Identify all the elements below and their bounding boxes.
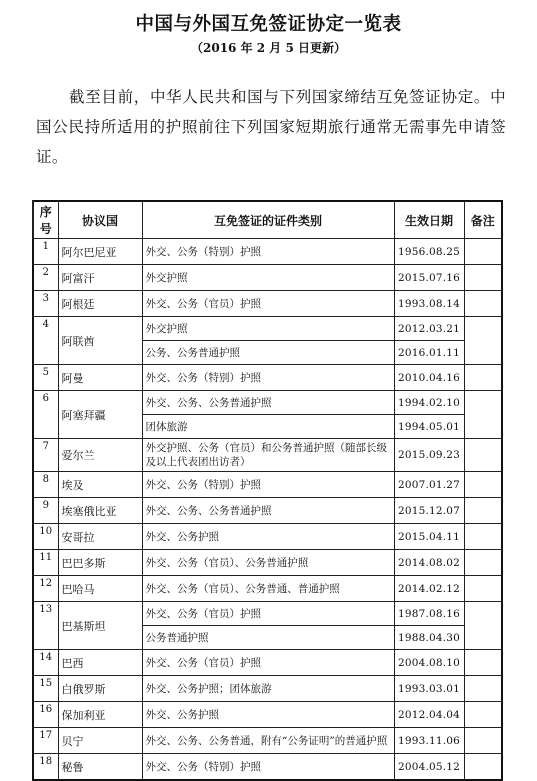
document-type: 外交、公务（官员）、公务普通护照 <box>142 550 394 576</box>
document-type: 外交护照 <box>142 317 394 341</box>
effective-date: 1993.03.01 <box>394 676 464 702</box>
document-title: 中国与外国互免签证协定一览表 <box>135 14 402 35</box>
document-type: 外交、公务（官员）护照 <box>142 650 394 676</box>
table-row <box>33 391 502 415</box>
document-type: 外交、公务、公务普通，附有“公务证明”的普通护照 <box>142 728 394 754</box>
document-type: 外交、公务护照 <box>142 524 394 550</box>
row-number: 17 <box>33 728 58 754</box>
remarks-cell <box>464 365 502 391</box>
row-number: 6 <box>33 391 58 439</box>
document-type: 外交、公务护照；团体旅游 <box>142 676 394 702</box>
country-name: 埃及 <box>58 472 142 498</box>
effective-date: 2014.02.12 <box>394 576 464 602</box>
table-row <box>33 365 502 391</box>
country-name: 阿根廷 <box>58 291 142 317</box>
document-type: 外交、公务（官员）护照 <box>142 291 394 317</box>
header-number: 序号 <box>33 201 58 239</box>
country-name: 保加利亚 <box>58 702 142 728</box>
country-name: 安哥拉 <box>58 524 142 550</box>
remarks-cell <box>464 439 502 472</box>
row-number: 15 <box>33 676 58 702</box>
document-type: 外交护照 <box>142 265 394 291</box>
row-number: 16 <box>33 702 58 728</box>
document-type: 外交、公务（官员）、公务普通、普通护照 <box>142 576 394 602</box>
effective-date: 2015.12.07 <box>394 498 464 524</box>
row-number: 9 <box>33 498 58 524</box>
country-name: 阿塞拜疆 <box>58 391 142 439</box>
document-type: 外交、公务（特别）护照 <box>142 239 394 265</box>
document-type: 外交、公务（特别）护照 <box>142 365 394 391</box>
effective-date: 2015.07.16 <box>394 265 464 291</box>
table-row <box>33 676 502 702</box>
remarks-cell <box>464 317 502 365</box>
country-name: 阿富汗 <box>58 265 142 291</box>
row-number: 11 <box>33 550 58 576</box>
effective-date: 1987.08.16 <box>394 602 464 626</box>
remarks-cell <box>464 524 502 550</box>
table-row <box>33 550 502 576</box>
document-type: 外交护照、公务（官员）和公务普通护照（随部长级及以上代表团出访者） <box>142 439 394 472</box>
country-name: 贝宁 <box>58 728 142 754</box>
document-type: 外交、公务、公务普通护照 <box>142 391 394 415</box>
effective-date: 2004.08.10 <box>394 650 464 676</box>
remarks-cell <box>464 650 502 676</box>
row-number: 4 <box>33 317 58 365</box>
table-row <box>33 650 502 676</box>
remarks-cell <box>464 728 502 754</box>
effective-date: 1994.05.01 <box>394 415 464 439</box>
table-row <box>33 265 502 291</box>
table-row <box>33 728 502 754</box>
table-row <box>33 239 502 265</box>
country-name: 阿尔巴尼亚 <box>58 239 142 265</box>
document-type: 公务、公务普通护照 <box>142 341 394 365</box>
table-body <box>33 239 502 781</box>
effective-date: 2007.01.27 <box>394 472 464 498</box>
effective-date: 2016.01.11 <box>394 341 464 365</box>
effective-date: 1993.08.14 <box>394 291 464 317</box>
table-row <box>33 602 502 626</box>
effective-date: 2015.09.23 <box>394 439 464 472</box>
row-number: 3 <box>33 291 58 317</box>
effective-date: 1956.08.25 <box>394 239 464 265</box>
table-row <box>33 317 502 341</box>
remarks-cell <box>464 291 502 317</box>
table-row <box>33 472 502 498</box>
table-row <box>33 702 502 728</box>
table-row <box>33 524 502 550</box>
remarks-cell <box>464 576 502 602</box>
table-row <box>33 291 502 317</box>
effective-date: 2012.04.04 <box>394 702 464 728</box>
row-number: 7 <box>33 439 58 472</box>
country-name: 巴巴多斯 <box>58 550 142 576</box>
row-number: 5 <box>33 365 58 391</box>
row-number: 2 <box>33 265 58 291</box>
row-number: 1 <box>33 239 58 265</box>
country-name: 白俄罗斯 <box>58 676 142 702</box>
header-country: 协议国 <box>58 201 142 239</box>
update-date: （2016 年 2 月 5 日更新） <box>191 41 346 55</box>
visa-exemption-table <box>32 200 503 781</box>
intro-paragraph: 截至目前，中华人民共和国与下列国家缔结互免签证协定。中国公民持所适用的护照前往下列国家短期旅行通常无需事先申请签证。 <box>36 88 506 166</box>
country-name: 埃塞俄比亚 <box>58 498 142 524</box>
document-type: 外交、公务、公务普通护照 <box>142 498 394 524</box>
remarks-cell <box>464 676 502 702</box>
country-name: 秘鲁 <box>58 754 142 781</box>
remarks-cell <box>464 754 502 781</box>
effective-date: 1993.11.06 <box>394 728 464 754</box>
row-number: 12 <box>33 576 58 602</box>
table-row <box>33 498 502 524</box>
header-remarks: 备注 <box>464 201 502 239</box>
table-row <box>33 439 502 472</box>
table-row <box>33 576 502 602</box>
remarks-cell <box>464 550 502 576</box>
row-number: 8 <box>33 472 58 498</box>
document-type: 外交、公务（特别）护照 <box>142 472 394 498</box>
country-name: 巴基斯坦 <box>58 602 142 650</box>
effective-date: 1988.04.30 <box>394 626 464 650</box>
country-name: 爱尔兰 <box>58 439 142 472</box>
country-name: 阿联酋 <box>58 317 142 365</box>
document-type: 外交、公务（特别）护照 <box>142 754 394 781</box>
row-number: 14 <box>33 650 58 676</box>
remarks-cell <box>464 602 502 650</box>
remarks-cell <box>464 498 502 524</box>
header-document-type: 互免签证的证件类别 <box>142 201 394 239</box>
effective-date: 2012.03.21 <box>394 317 464 341</box>
row-number: 18 <box>33 754 58 781</box>
remarks-cell <box>464 472 502 498</box>
country-name: 阿曼 <box>58 365 142 391</box>
country-name: 巴哈马 <box>58 576 142 602</box>
document-type: 外交、公务（官员）护照 <box>142 602 394 626</box>
document-type: 外交、公务护照 <box>142 702 394 728</box>
table-row <box>33 754 502 781</box>
table-header-row <box>33 201 502 239</box>
remarks-cell <box>464 265 502 291</box>
effective-date: 2010.04.16 <box>394 365 464 391</box>
effective-date: 2014.08.02 <box>394 550 464 576</box>
document-type: 团体旅游 <box>142 415 394 439</box>
effective-date: 2004.05.12 <box>394 754 464 781</box>
effective-date: 2015.04.11 <box>394 524 464 550</box>
remarks-cell <box>464 391 502 439</box>
remarks-cell <box>464 702 502 728</box>
document-type: 公务普通护照 <box>142 626 394 650</box>
remarks-cell <box>464 239 502 265</box>
country-name: 巴西 <box>58 650 142 676</box>
row-number: 10 <box>33 524 58 550</box>
row-number: 13 <box>33 602 58 650</box>
header-effective-date: 生效日期 <box>394 201 464 239</box>
effective-date: 1994.02.10 <box>394 391 464 415</box>
